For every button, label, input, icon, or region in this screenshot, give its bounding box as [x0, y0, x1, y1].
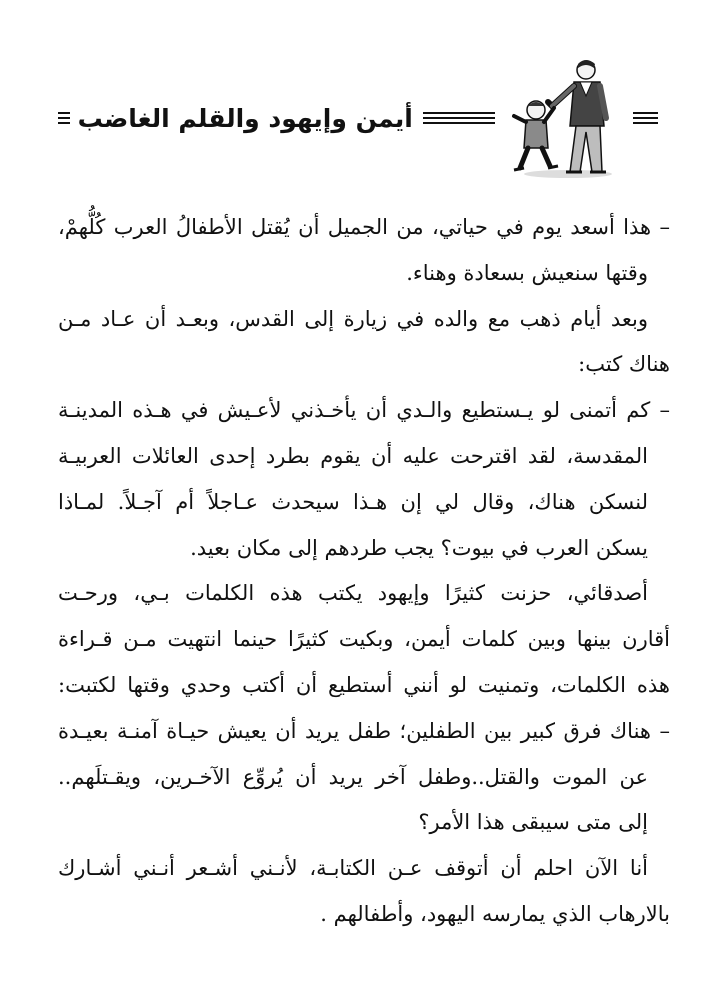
text-line: – هذا أسعد يوم في حياتي، من الجميل أن يُقتل الأطفالُ العرب كُلُّهمْ، — [58, 215, 670, 239]
text-line: وبعد أيام ذهب مع والده في زيارة إلى القدس، وبعـد أن عـاد مـن — [58, 306, 648, 331]
text-line: هناك كتب: — [578, 352, 670, 377]
text-line: يسكن العرب في بيوت؟ يجب طردهم إلى مكان بعيد. — [190, 535, 648, 560]
text-line: – كم أتمنى لو يـستطيع والـدي أن يأخـذني لأعـيش في هـذه المدينـة — [58, 398, 670, 423]
text-line: هذه الكلمات، وتمنيت لو أنني أستطيع أن أكتب وحدي وقتها لكتبت: — [58, 672, 670, 697]
title-far-rule — [633, 112, 658, 124]
chapter-header — [0, 0, 720, 185]
title-left-rule — [58, 112, 70, 124]
text-line: – هناك فرق كبير بين الطفلين؛ طفل يريد أن يعيش حيـاة آمنـة بعيـدة — [58, 718, 670, 743]
text-line: أنا الآن احلم أن أتوقف عـن الكتابـة، لأنـني أشـعر أنـني أشـارك — [58, 856, 648, 881]
text-line: إلى متى سيبقى هذا الأمر؟ — [418, 810, 648, 835]
text-line: أصدقائي، حزنت كثيرًا وإيهود يكتب هذه الكلمات بـي، ورحـت — [58, 581, 648, 606]
text-line: بالارهاب الذي يمارسه اليهود، وأطفالهم . — [320, 901, 670, 926]
text-line: أقارن بينها وبين كلمات أيمن، وبكيت كثيرًا حينما انتهيت مـن قـراءة — [58, 627, 670, 652]
title-right-rule — [423, 112, 496, 124]
text-line: المقدسة، لقد اقترحت عليه أن يقوم بطرد إحدى العائلات العربيـة — [58, 443, 648, 468]
chapter-body — [58, 205, 670, 938]
chapter-title: أيمن وإيهود والقلم الغاضب — [77, 103, 413, 133]
text-line: وقتها سنعيش بسعادة وهناء. — [406, 260, 648, 285]
father-child-illustration — [508, 56, 628, 180]
text-line: عن الموت والقتل..وطفل آخر يريد أن يُروِّع الآخـرين، ويقـتلَهم.. — [58, 764, 648, 789]
text-line: لنسكن هناك، وقال لي إن هـذا سيحدث عـاجلاً أم آجـلاً. لمـاذا — [58, 489, 648, 514]
